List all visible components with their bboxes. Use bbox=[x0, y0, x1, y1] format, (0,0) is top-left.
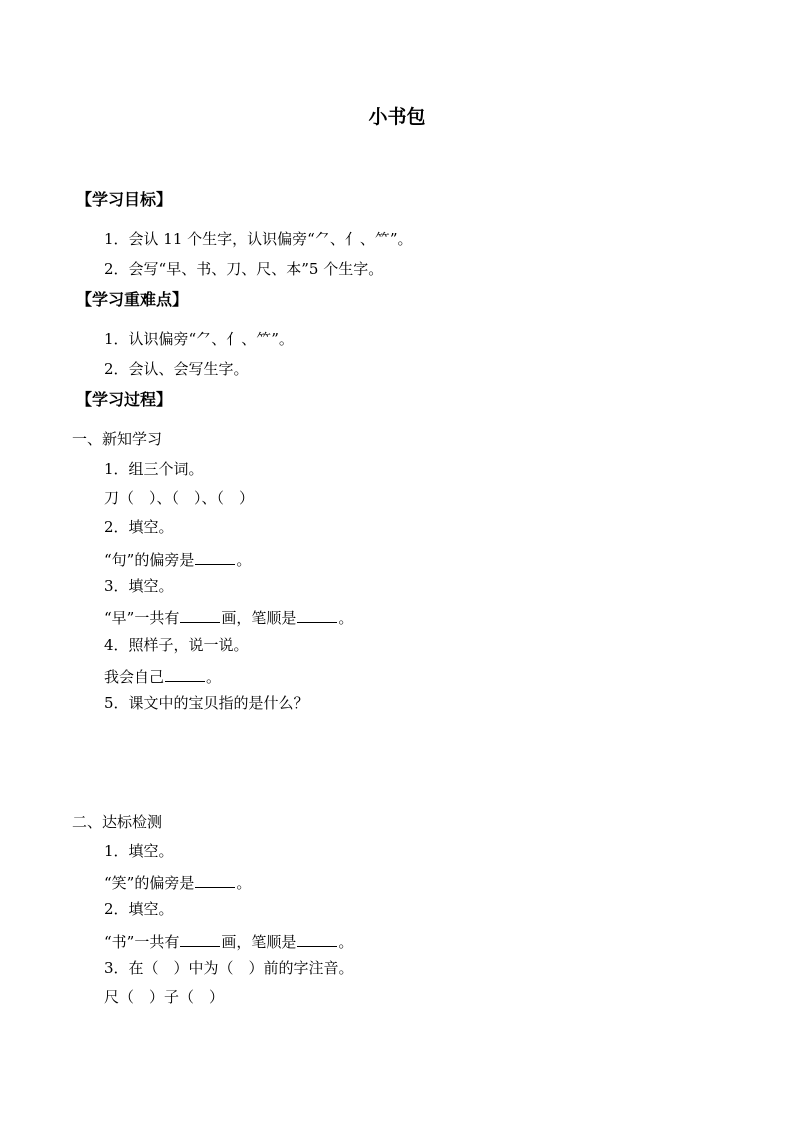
goal-item-2: 2．会写“早、书、刀、尺、本”5 个生字。 bbox=[104, 260, 384, 278]
answer-blank[interactable] bbox=[165, 667, 205, 682]
key-point-item-1: 1．认识偏旁“⺈、亻、⺮”。 bbox=[104, 330, 294, 348]
s2-question-2-line bbox=[104, 932, 353, 950]
s2-question-1: 1．填空。 bbox=[104, 842, 174, 860]
answer-blank[interactable] bbox=[180, 932, 220, 947]
s1-q2-prefix: “句”的偏旁是 bbox=[104, 551, 195, 569]
s1-q4-suffix: 。 bbox=[206, 668, 222, 686]
s1-question-3-line bbox=[104, 608, 353, 626]
s1-question-1-line: 刀（ ）、（ ）、（ ） bbox=[104, 489, 255, 507]
s1-q3-part-a: “早”一共有 bbox=[104, 609, 180, 627]
s1-q4-prefix: 我会自己 bbox=[104, 668, 165, 686]
s1-q3-part-c: 。 bbox=[338, 609, 354, 627]
s1-question-4-line bbox=[104, 667, 221, 685]
goals-heading: 【学习目标】 bbox=[76, 190, 173, 209]
answer-blank[interactable] bbox=[297, 608, 337, 623]
section2-title: 二、达标检测 bbox=[72, 813, 163, 831]
s2-question-1-line bbox=[104, 873, 251, 891]
s2-q2-part-a: “书”一共有 bbox=[104, 933, 180, 951]
s2-q2-part-b: 画，笔顺是 bbox=[221, 933, 297, 951]
page-title: 小书包 bbox=[368, 106, 426, 128]
s1-question-1: 1．组三个词。 bbox=[104, 460, 204, 478]
s1-question-5: 5．课文中的宝贝指的是什么？ bbox=[104, 694, 309, 712]
s1-question-2-line bbox=[104, 550, 251, 568]
s1-q3-part-b: 画，笔顺是 bbox=[221, 609, 297, 627]
s1-question-4: 4．照样子，说一说。 bbox=[104, 636, 249, 654]
s2-question-3-line: 尺（ ）子（ ） bbox=[104, 988, 225, 1006]
s1-q2-suffix: 。 bbox=[236, 551, 252, 569]
s2-q1-prefix: “笑”的偏旁是 bbox=[104, 874, 195, 892]
key-point-item-2: 2．会认、会写生字。 bbox=[104, 360, 249, 378]
answer-blank[interactable] bbox=[297, 932, 337, 947]
answer-blank[interactable] bbox=[195, 550, 235, 565]
s2-q1-suffix: 。 bbox=[236, 874, 252, 892]
s1-question-2: 2．填空。 bbox=[104, 518, 174, 536]
answer-blank[interactable] bbox=[195, 873, 235, 888]
key-points-heading: 【学习重难点】 bbox=[76, 290, 189, 309]
s2-question-2: 2．填空。 bbox=[104, 900, 174, 918]
s2-q2-part-c: 。 bbox=[338, 933, 354, 951]
answer-blank[interactable] bbox=[180, 608, 220, 623]
process-heading: 【学习过程】 bbox=[76, 390, 173, 409]
section1-title: 一、新知学习 bbox=[72, 430, 163, 448]
goal-item-1: 1．会认 11 个生字，认识偏旁“⺈、亻、⺮”。 bbox=[104, 230, 413, 248]
s1-question-3: 3．填空。 bbox=[104, 577, 174, 595]
s2-question-3: 3．在（ ）中为（ ）前的字注音。 bbox=[104, 959, 354, 977]
